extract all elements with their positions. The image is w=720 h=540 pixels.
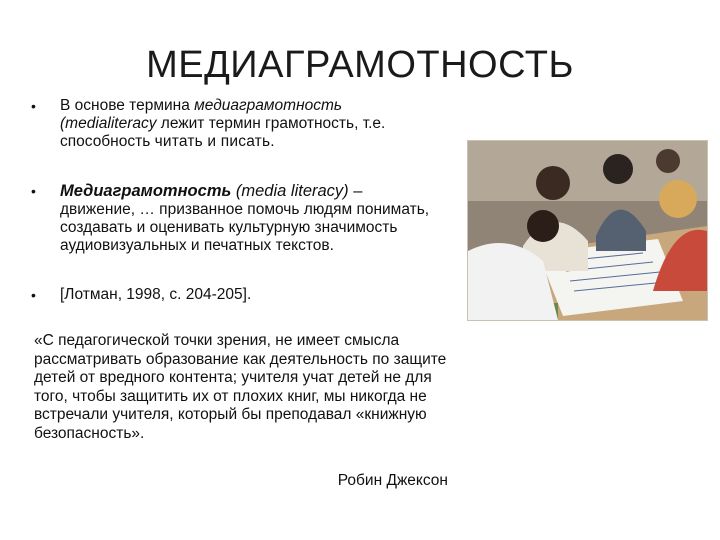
bullet-definition (31, 97, 460, 151)
bullet-text: движение, … призванное помочь людям понимать, создавать и оценивать культурную значимость аудиовизуальных и печатных текстов. (60, 201, 430, 254)
quote-text: «С педагогической точки зрения, не имеет смысла рассматривать образование как деятельность по защите детей от вредного контента; учителя учат детей не для того, чтобы защитить их от плохих книг, мы никогда не встречали учителя, который бы преподавал «книжную безопасность». (34, 332, 447, 442)
citation-text: [Лотман, 1998, с. 204-205]. (60, 286, 252, 303)
student-head (603, 154, 633, 184)
student-head (656, 149, 680, 173)
classroom-illustration (468, 141, 707, 320)
bullet-dot: • (31, 287, 36, 303)
bullet-text-end: . (270, 133, 275, 150)
quote-author: Робин Джексон (337, 472, 448, 489)
bullet-text-start: способность (60, 133, 155, 150)
bullet-term-english: (media literacy) (231, 182, 349, 200)
bullet-dash: – (348, 182, 363, 200)
student-head (659, 180, 697, 218)
page-title: МЕДИАГРАМОТНОСТЬ (146, 44, 574, 86)
bullet-movement (31, 182, 455, 255)
bullet-text-prefix: В основе термина (60, 97, 195, 114)
bullet-dot: • (31, 183, 36, 199)
bullet-citation (31, 286, 460, 304)
bullet-emphasis: читать и писать (154, 133, 271, 150)
bullet-text-middle: лежит термин грамотность, т.е. (156, 115, 386, 132)
student-head (536, 166, 570, 200)
bullet-term: медиаграмотность (194, 97, 343, 114)
bullet-term-bold: Медиаграмотность (60, 182, 232, 200)
bullet-term-latin: (medialiteracy (60, 115, 157, 132)
student-head (527, 210, 559, 242)
bullet-dot: • (31, 98, 36, 114)
classroom-photo (467, 140, 708, 321)
